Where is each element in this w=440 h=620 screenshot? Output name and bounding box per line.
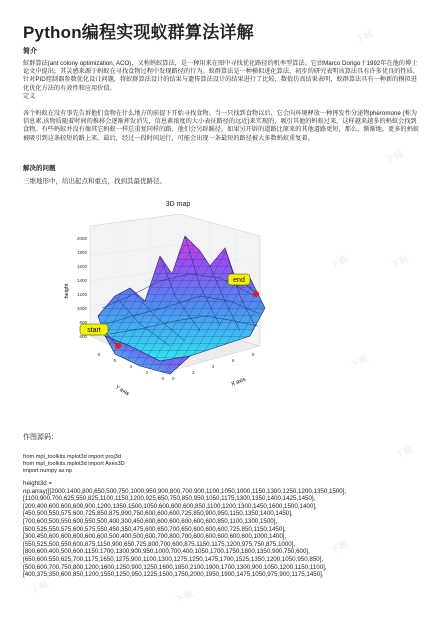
x-axis-label: X axis (230, 376, 247, 388)
svg-text:8: 8 (252, 352, 255, 357)
intro-paragraph (23, 60, 419, 101)
svg-text:2: 2 (192, 370, 195, 375)
code-line: [450,500,550,575,600,725,850,875,900,750,600,600,600,725,850,900,950,1150,1350,1400,1450], (23, 510, 293, 518)
code-line: [650,600,550,625,700,1175,1650,1275,900,1100,1300,1275,1250,1475,1700,1525,1350,1200,1050,950,850], (23, 555, 324, 563)
code-line: [800,600,400,500,600,1150,1700,1300,900,950,1000,700,400,1050,1700,1750,1800,1350,900,750,600], (23, 548, 310, 556)
z-tick-labels (77, 236, 88, 339)
y-axis-label: Y axis (114, 384, 130, 398)
watermark: 下载 (348, 353, 370, 371)
svg-text:4: 4 (212, 364, 215, 369)
svg-text:6: 6 (113, 358, 116, 363)
watermark: 下载 (383, 148, 405, 166)
plot-title: 3D map (165, 201, 191, 208)
watermark: 下载 (388, 253, 410, 271)
watermark: 下载 (28, 578, 50, 596)
svg-text:4: 4 (129, 364, 132, 369)
z-axis-label: height (64, 283, 70, 299)
intro-heading: 简介 (23, 48, 37, 55)
end-label: end (233, 277, 245, 284)
code-line: [500,600,700,750,800,1200,1600,1250,900,1250,1600,1850,2100,1900,1700,1300,900,1050,1200,1150,1100], (23, 563, 327, 571)
svg-text:1400: 1400 (76, 278, 87, 283)
definition-paragraph: 各个蚂蚁在没有事先告诉他们食物在什么地方的前提下开始寻找食物。当一只找到食物以后，它会向环境释放一种挥发性分泌物pheromone (称为信息素,该物质随着时间的推移会逐渐挥发消失，信息素浓度的大小表征路径的远近)来实现的，吸引其他的蚂蚁过来，这样越来越多的蚂蚁会找到食物。有些蚂蚁并没有像其它蚂蚁一样总重复同样的路，他们会另辟蹊径，如果另开辟的道路比原来的其他道路更短，那么，渐渐地，更多的蚂蚁被吸引到这条较短的路上来。最后，经过一段时间运行，可能会出现一条最短的路径被大多数蚂蚁重复着。 (23, 110, 419, 142)
code-line: from mpl_toolkits.mplot3d import Axes3D (23, 461, 125, 467)
svg-text:1600: 1600 (76, 264, 87, 269)
page-title: Python编程实现蚁群算法详解 (23, 23, 254, 42)
end-point (253, 291, 259, 297)
code-line: [500,525,550,575,600,575,550,450,350,475,600,650,700,650,600,600,600,725,850,1150,1450], (23, 525, 286, 533)
height-array-code (23, 480, 423, 579)
svg-text:2000: 2000 (76, 236, 87, 241)
definition-label: 定义 (23, 92, 36, 100)
intro-text: 蚁群算法(ant colony optimization, ACO)，又称蚂蚁算法，是一种用来在图中寻找优化路径的机率型算法。它由Marco Dorigo于1992年在他的博士论文中提出，其灵感来源于蚂蚁在寻找食物过程中发现路径的行为。蚁群算法是一种模拟进化算法，初步的研究表明该算法具有许多优良的性质。针对PID控制器参数优化设计问题，将蚁群算法设计的结果与遗传算法设计的结果进行了比较，数值仿真结果表明，蚁群算法具有一种新的模拟进化优化方法的有效性和应用价值。 (23, 60, 419, 92)
svg-text:0: 0 (172, 376, 175, 381)
watermark: 下载 (393, 443, 415, 461)
svg-text:600: 600 (79, 334, 87, 339)
code-line: [550,525,500,550,600,875,1150,900,650,725,800,700,600,875,1150,1175,1200,975,750,875,1000], (23, 540, 296, 548)
svg-text:2: 2 (145, 370, 148, 375)
import-lines (23, 454, 423, 475)
code-line: from mpl_toolkits.mplot3d import proj3d (23, 454, 121, 460)
problem-heading: 解决的问题 (23, 165, 56, 172)
start-label: start (87, 327, 101, 334)
code-line: import numpy as np (23, 468, 73, 474)
svg-text:0: 0 (161, 376, 164, 381)
code-line: [200,400,600,600,600,900,1200,1350,1500,1050,600,600,600,850,1100,1200,1300,1450,1600,1500,1400], (23, 502, 317, 510)
svg-text:8: 8 (97, 352, 100, 357)
watermark: 下载 (328, 538, 350, 556)
svg-text:1800: 1800 (76, 250, 87, 255)
watermark: 下载 (328, 253, 350, 271)
3d-map-figure (60, 196, 315, 421)
code-line: height3d = (23, 480, 53, 487)
watermark: 下载 (353, 28, 375, 46)
svg-text:1200: 1200 (76, 292, 87, 297)
watermark: 下载 (173, 588, 195, 606)
problem-text: 三维地形中，给出起点和重点，找到其最优路径。 (23, 178, 166, 185)
source-heading: 作图源码： (23, 434, 58, 441)
svg-text:6: 6 (232, 358, 235, 363)
code-line: [700,600,500,550,600,550,500,400,300,450,600,600,600,600,600,600,850,1100,1300,1500], (23, 517, 278, 525)
code-line: [1100,900,700,625,550,825,1100,1150,1200,925,650,750,850,950,1050,1175,1300,1350,1400,1425,1450], (23, 495, 316, 503)
code-line: np.array([[2000,1400,800,650,500,750,1000,950,900,800,700,900,1100,1050,1000,1150,1300,1250,1200,1350,1500], (23, 487, 347, 495)
code-line: [300,450,600,600,600,600,600,500,400,500,600,700,800,700,600,600,600,600,600,1000,1400], (23, 533, 287, 541)
code-line: [400,375,350,600,850,1200,1550,1250,950,1225,1500,1750,2000,1950,1900,1475,1050,975,900,1175,1450], (23, 571, 324, 579)
svg-text:1000: 1000 (76, 306, 87, 311)
svg-text:800: 800 (79, 320, 87, 325)
